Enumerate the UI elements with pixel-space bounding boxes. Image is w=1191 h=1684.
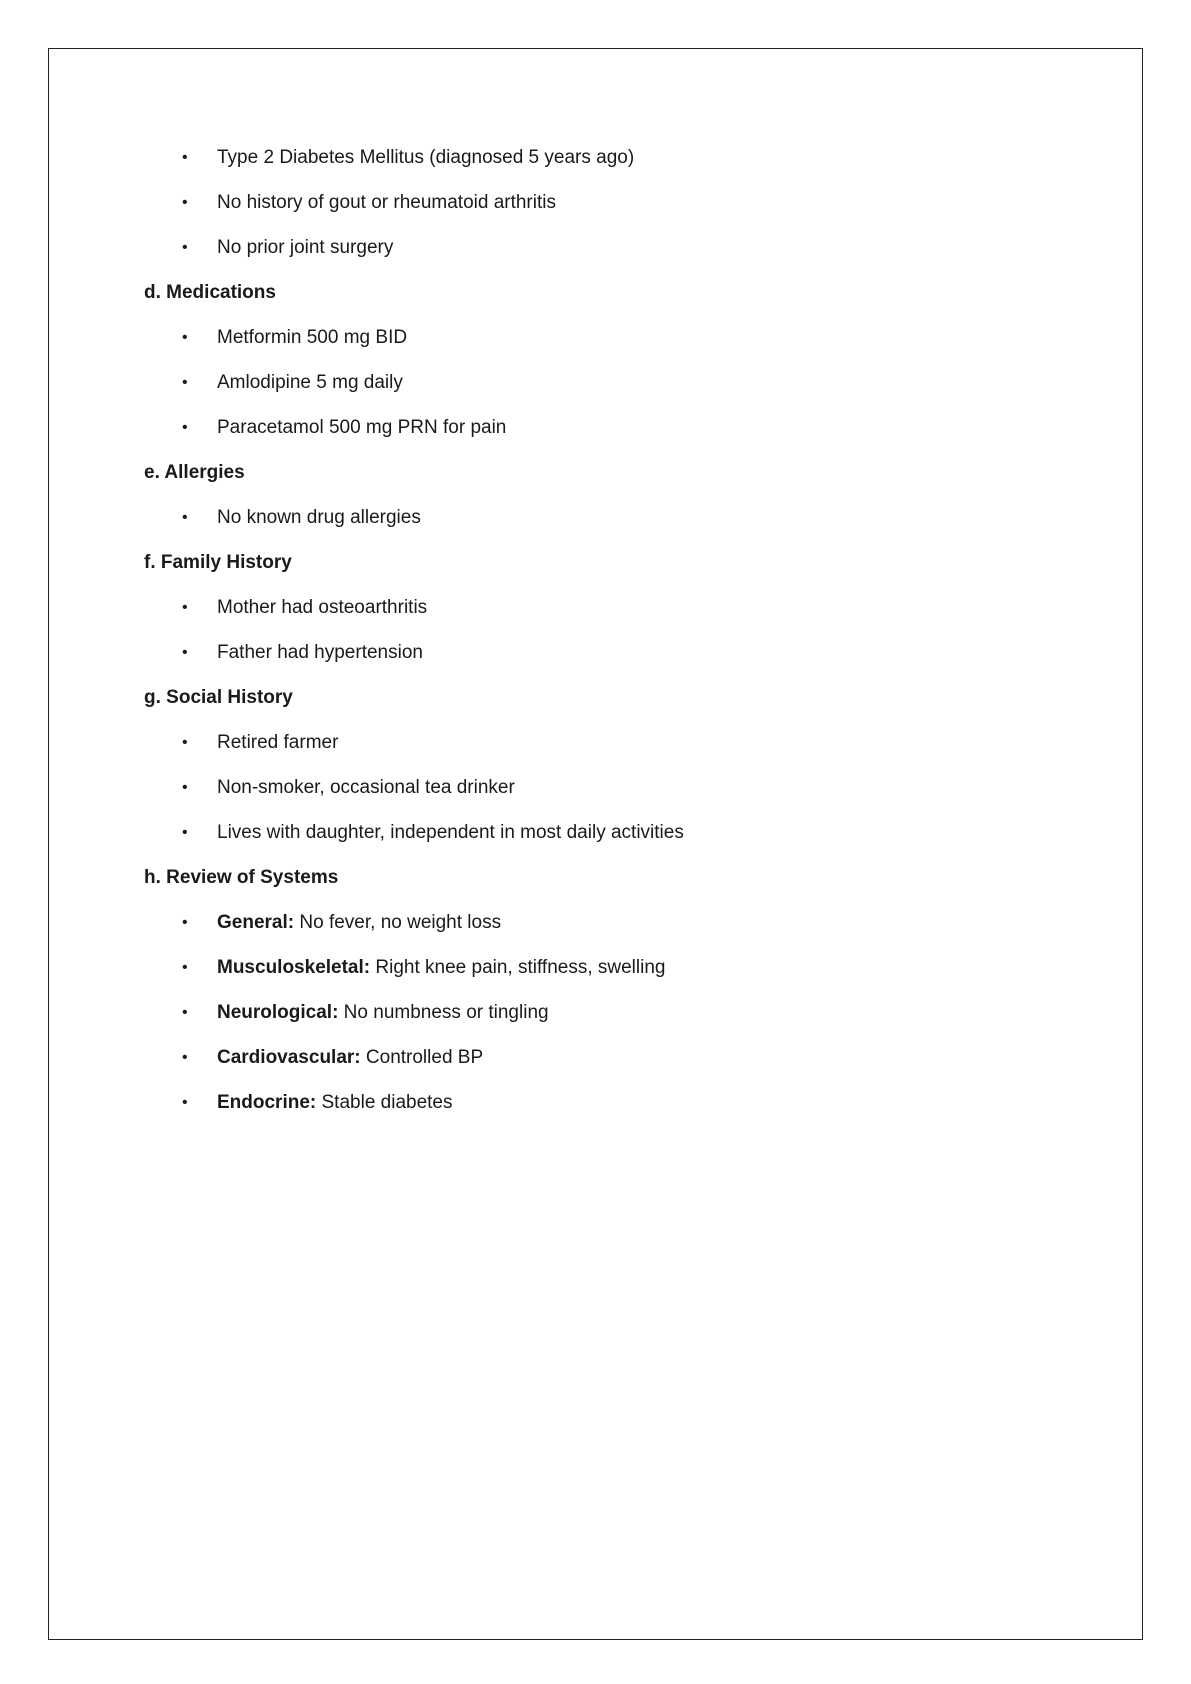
list-item [144,320,1044,365]
list-item [144,635,1044,680]
list-item [144,770,1044,815]
ros-text: Stable diabetes [316,1092,453,1113]
bullet-icon: • [182,509,188,526]
bullet-icon: • [182,1004,188,1021]
bullet-icon: • [182,329,188,346]
list-item-text: Paracetamol 500 mg PRN for pain [217,417,507,438]
bullet-icon: • [182,239,188,256]
ros-text: Right knee pain, stiffness, swelling [370,957,666,978]
list-item [144,590,1044,635]
bullet-icon: • [182,914,188,931]
list-item-text: Lives with daughter, independent in most daily activities [217,822,684,843]
list-item-text: Mother had osteoarthritis [217,597,428,618]
section-heading-social-history: g. Social History [144,687,293,708]
ros-term: Musculoskeletal: [217,957,371,978]
bullet-icon: • [182,824,188,841]
list-item [144,185,1044,230]
list-item-text: Father had hypertension [217,642,423,663]
section-heading-review-of-systems: h. Review of Systems [144,867,339,888]
list-item [144,1085,1044,1130]
bullet-icon: • [182,599,188,616]
bullet-icon: • [182,1049,188,1066]
bullet-icon: • [182,644,188,661]
ros-term: Neurological: [217,1002,339,1023]
list-item [144,140,1044,185]
list-item-text: Metformin 500 mg BID [217,327,408,348]
bullet-icon: • [182,419,188,436]
list-item [144,500,1044,545]
ros-term: Endocrine: [217,1092,317,1113]
bullet-icon: • [182,194,188,211]
ros-text: No numbness or tingling [338,1002,549,1023]
bullet-icon: • [182,779,188,796]
list-item-text: No history of gout or rheumatoid arthritis [217,192,556,213]
list-item-text: No known drug allergies [217,507,421,528]
list-item-text: Type 2 Diabetes Mellitus (diagnosed 5 years ago) [217,147,635,168]
bullet-icon: • [182,1094,188,1111]
bullet-icon: • [182,959,188,976]
section-heading-family-history: f. Family History [144,552,292,573]
list-item [144,995,1044,1040]
list-item-text: Amlodipine 5 mg daily [217,372,403,393]
bullet-icon: • [182,734,188,751]
list-item [144,410,1044,455]
list-item-text: Retired farmer [217,732,339,753]
ros-term: Cardiovascular: [217,1047,361,1068]
list-item [144,1040,1044,1085]
list-item [144,950,1044,995]
list-item [144,230,1044,275]
ros-term: General: [217,912,295,933]
document-body [144,140,1044,1130]
list-item [144,905,1044,950]
bullet-icon: • [182,374,188,391]
list-item-text: No prior joint surgery [217,237,394,258]
section-heading-allergies: e. Allergies [144,462,245,483]
list-item [144,815,1044,860]
list-item [144,365,1044,410]
section-heading-medications: d. Medications [144,282,276,303]
list-item [144,725,1044,770]
ros-text: No fever, no weight loss [294,912,502,933]
bullet-icon: • [182,149,188,166]
ros-text: Controlled BP [360,1047,484,1068]
list-item-text: Non-smoker, occasional tea drinker [217,777,515,798]
